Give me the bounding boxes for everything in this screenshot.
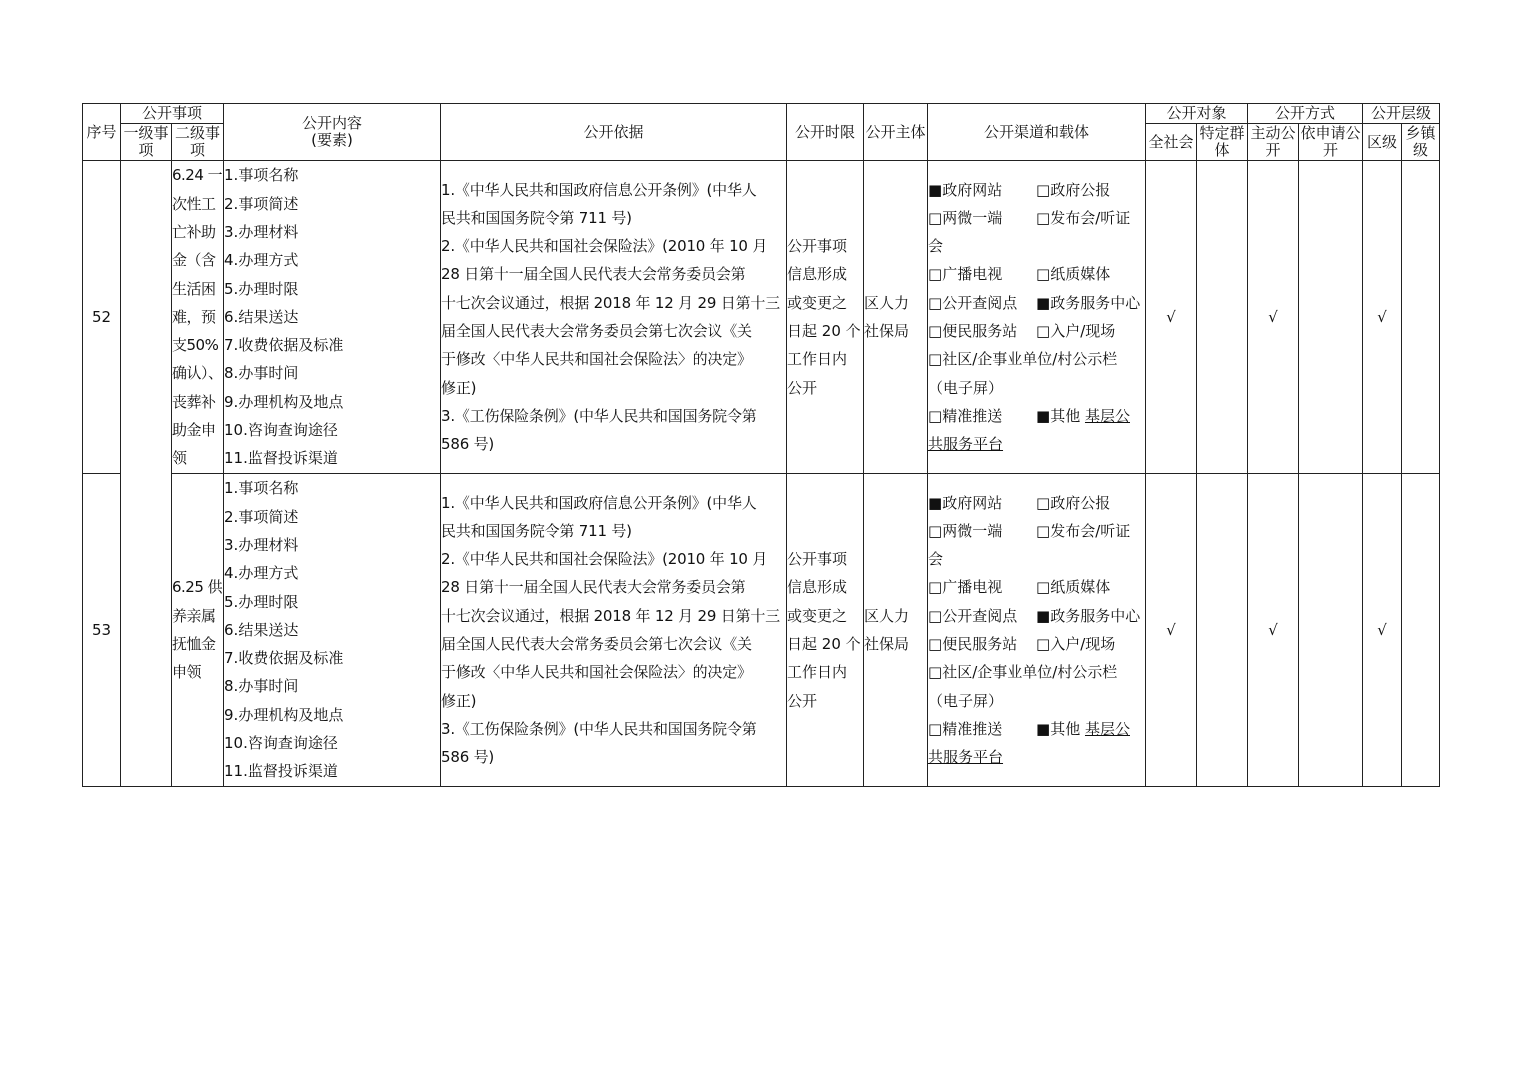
content-item: 6.结果送达 (224, 307, 299, 326)
header-target-all: 全社会 (1146, 124, 1197, 161)
basis-line: 3.《工伤保险条例》(中华人民共和国国务院令第 (441, 719, 757, 738)
header-level-town: 乡镇级 (1402, 124, 1440, 161)
basis-line: 2.《中华人民共和国社会保险法》(2010 年 10 月 (441, 550, 768, 569)
channel-continuation: 会 (928, 237, 944, 256)
channel-wechat-weibo: □两微一端 (928, 208, 1003, 227)
header-method-apply: 依申请公开 (1300, 124, 1361, 159)
channel-other: ■其他 (1036, 719, 1081, 738)
content-item: 7.收费依据及标准 (224, 649, 344, 668)
row-basis (441, 161, 787, 474)
content-item: 8.办事时间 (224, 364, 299, 383)
header-channel: 公开渠道和载体 (928, 104, 1146, 161)
subject-line: 社保局 (864, 635, 910, 653)
row-target-specific (1197, 161, 1248, 474)
channel-other-value-cont: 共服务平台 (928, 435, 1004, 454)
row-basis (441, 474, 787, 787)
channel-gov-website: ■政府网站 (928, 493, 1003, 512)
row-seq: 52 (83, 161, 121, 474)
header-target-specific: 特定群体 (1197, 124, 1248, 161)
time-line: 信息形成 (787, 578, 848, 597)
basis-line: 届全国人民代表大会常务委员会第七次会议《关 (441, 322, 752, 340)
content-item: 3.办理材料 (224, 535, 299, 554)
header-time-limit: 公开时限 (787, 104, 864, 161)
content-item: 9.办理机构及地点 (224, 392, 344, 411)
content-item: 11.监督投诉渠道 (224, 449, 338, 468)
name-line: 丧葬补 (172, 392, 216, 411)
content-item: 11.监督投诉渠道 (224, 762, 338, 781)
basis-line: 586 号) (441, 748, 495, 767)
name-line: 养亲属 (172, 606, 216, 625)
subject-line: 社保局 (864, 322, 910, 340)
row-method-active: √ (1248, 474, 1299, 787)
header-basis: 公开依据 (441, 104, 787, 161)
channel-e-screen: （电子屏） (928, 691, 1004, 710)
content-item: 6.结果送达 (224, 620, 299, 639)
row-level-district: √ (1363, 474, 1402, 787)
content-item: 4.办理方式 (224, 251, 299, 270)
channel-print-media: □纸质媒体 (1036, 265, 1111, 284)
basis-line: 民共和国国务院令第 711 号) (441, 208, 632, 227)
content-item: 8.办事时间 (224, 677, 299, 696)
time-line: 公开事项 (787, 550, 848, 569)
name-line: 抚恤金 (172, 635, 216, 653)
channel-print-media: □纸质媒体 (1036, 578, 1111, 597)
basis-line: 28 日第十一届全国人民代表大会常务委员会第 (441, 265, 746, 284)
basis-line: 修正) (441, 691, 477, 710)
header-content (224, 104, 441, 161)
header-level1: 一级事项 (121, 124, 172, 161)
row-method-apply (1299, 474, 1363, 787)
channel-precise-push: □精准推送 (928, 719, 1003, 738)
channel-gov-website: ■政府网站 (928, 180, 1003, 199)
row-target-all: √ (1146, 161, 1197, 474)
time-line: 信息形成 (787, 265, 848, 284)
channel-press-hearing: □发布会/听证 (1036, 521, 1131, 540)
basis-line: 十七次会议通过，根据 2018 年 12 月 29 日第十三 (441, 606, 780, 625)
time-line: 公开事项 (787, 237, 848, 256)
subject-line: 区人力 (864, 606, 910, 625)
table-header (83, 104, 1440, 161)
row-level1-item (121, 161, 172, 787)
content-item: 5.办理时限 (224, 279, 299, 298)
time-line: 日起 20 个 (787, 322, 861, 340)
row-target-specific (1197, 474, 1248, 787)
name-line: 申领 (172, 663, 202, 682)
channel-press-hearing: □发布会/听证 (1036, 208, 1131, 227)
channel-service-station: □便民服务站 (928, 635, 1018, 653)
channel-bulletin-board: □社区/企事业单位/村公示栏 (928, 663, 1118, 682)
header-level2: 二级事项 (172, 124, 224, 161)
name-line: 次性工 (172, 194, 216, 213)
time-line: 日起 20 个 (787, 635, 861, 653)
content-item: 3.办理材料 (224, 222, 299, 241)
basis-line: 1.《中华人民共和国政府信息公开条例》(中华人 (441, 180, 757, 199)
channel-bulletin-board: □社区/企事业单位/村公示栏 (928, 350, 1118, 369)
basis-line: 2.《中华人民共和国社会保险法》(2010 年 10 月 (441, 237, 768, 256)
channel-broadcast: □广播电视 (928, 265, 1003, 284)
channel-other: ■其他 (1036, 406, 1081, 425)
row-time-limit (787, 474, 864, 787)
header-content-sub: (要素) (311, 131, 353, 149)
table-row (83, 161, 1440, 474)
content-item: 7.收费依据及标准 (224, 336, 344, 355)
content-item: 1.事项名称 (224, 479, 299, 498)
basis-line: 586 号) (441, 435, 495, 454)
row-level-town (1402, 474, 1440, 787)
basis-line: 1.《中华人民共和国政府信息公开条例》(中华人 (441, 493, 757, 512)
time-line: 或变更之 (787, 606, 848, 625)
row-channels (928, 161, 1146, 474)
name-line: 亡补助 (172, 222, 216, 241)
content-item: 10.咨询查询途径 (224, 734, 338, 753)
row-target-all: √ (1146, 474, 1197, 787)
header-method-active: 主动公开 (1248, 124, 1299, 161)
name-line: 金（含 (172, 251, 216, 270)
channel-other-value: 基层公 (1084, 719, 1130, 738)
channel-broadcast: □广播电视 (928, 578, 1003, 597)
time-line: 公开 (787, 691, 818, 710)
content-item: 4.办理方式 (224, 564, 299, 583)
basis-line: 十七次会议通过，根据 2018 年 12 月 29 日第十三 (441, 293, 780, 312)
channel-e-screen: （电子屏） (928, 378, 1004, 397)
row-seq: 53 (83, 474, 121, 787)
channel-wechat-weibo: □两微一端 (928, 521, 1003, 540)
basis-line: 于修改〈中华人民共和国社会保险法〉的决定》 (441, 350, 752, 369)
row-method-active: √ (1248, 161, 1299, 474)
basis-line: 修正) (441, 378, 477, 397)
channel-gov-gazette: □政府公报 (1036, 493, 1111, 512)
header-method-group: 公开方式 (1248, 104, 1363, 124)
header-target-group: 公开对象 (1146, 104, 1248, 124)
table-row (83, 474, 1440, 787)
time-line: 或变更之 (787, 293, 848, 312)
content-item: 2.事项简述 (224, 507, 299, 526)
content-item: 1.事项名称 (224, 166, 299, 185)
row-channels (928, 474, 1146, 787)
content-item: 10.咨询查询途径 (224, 421, 338, 440)
channel-onsite: □入户/现场 (1036, 322, 1116, 340)
channel-service-center: ■政务服务中心 (1036, 606, 1141, 625)
content-item: 2.事项简述 (224, 194, 299, 213)
header-item-group: 公开事项 (121, 104, 224, 124)
time-line: 公开 (787, 378, 818, 397)
name-line: 确认）、 (172, 364, 223, 383)
row-content-items (224, 474, 441, 787)
name-line: 助金申 (172, 421, 216, 440)
basis-line: 于修改〈中华人民共和国社会保险法〉的决定》 (441, 663, 752, 682)
subject-line: 区人力 (864, 293, 910, 312)
basis-line: 届全国人民代表大会常务委员会第七次会议《关 (441, 635, 752, 653)
channel-onsite: □入户/现场 (1036, 635, 1116, 653)
channel-other-value: 基层公 (1084, 406, 1130, 425)
row-subject (864, 474, 928, 787)
basis-line: 民共和国国务院令第 711 号) (441, 521, 632, 540)
table-body (83, 161, 1440, 787)
row-level2-item (172, 161, 224, 474)
disclosure-table (82, 103, 1440, 787)
row-time-limit (787, 161, 864, 474)
header-seq: 序号 (83, 104, 121, 161)
name-line: 6.24 一 (172, 166, 223, 185)
channel-continuation: 会 (928, 550, 944, 569)
content-item: 5.办理时限 (224, 592, 299, 611)
channel-service-center: ■政务服务中心 (1036, 293, 1141, 312)
channel-service-station: □便民服务站 (928, 322, 1018, 340)
header-level-group: 公开层级 (1363, 104, 1440, 124)
row-level-town (1402, 161, 1440, 474)
header-content-title: 公开内容 (302, 114, 363, 132)
row-method-apply (1299, 161, 1363, 474)
basis-line: 28 日第十一届全国人民代表大会常务委员会第 (441, 578, 746, 597)
name-line: 6.25 供 (172, 578, 223, 597)
channel-reading-point: □公开查阅点 (928, 293, 1018, 312)
channel-other-value-cont: 共服务平台 (928, 748, 1004, 767)
row-level2-item (172, 474, 224, 787)
channel-reading-point: □公开查阅点 (928, 606, 1018, 625)
content-item: 9.办理机构及地点 (224, 705, 344, 724)
name-line: 支50% (172, 336, 219, 355)
name-line: 生活困 (172, 279, 216, 298)
name-line: 领 (172, 449, 187, 468)
name-line: 难，预 (172, 307, 216, 326)
channel-gov-gazette: □政府公报 (1036, 180, 1111, 199)
row-level-district: √ (1363, 161, 1402, 474)
row-content-items (224, 161, 441, 474)
header-subject: 公开主体 (864, 104, 928, 161)
time-line: 工作日内 (787, 350, 848, 369)
header-level-district: 区级 (1363, 124, 1402, 161)
basis-line: 3.《工伤保险条例》(中华人民共和国国务院令第 (441, 406, 757, 425)
time-line: 工作日内 (787, 663, 848, 682)
channel-precise-push: □精准推送 (928, 406, 1003, 425)
row-subject (864, 161, 928, 474)
